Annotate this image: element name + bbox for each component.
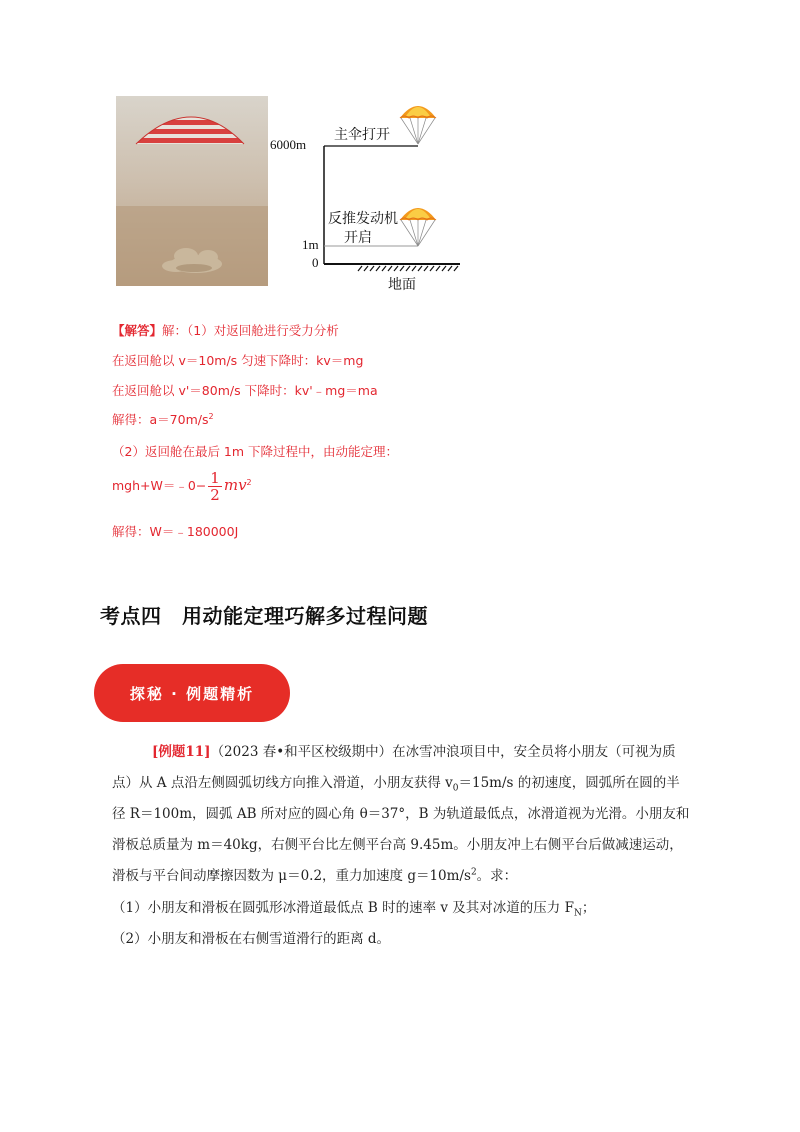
answer-line-7: 解得：W＝﹣180000J bbox=[112, 524, 239, 539]
label-retro-start: 开启 bbox=[344, 230, 372, 246]
descent-diagram bbox=[270, 96, 476, 296]
label-retro-engine: 反推发动机 bbox=[328, 211, 398, 227]
problem-line-1: [例题11]（2023 春•和平区校级期中）在冰雪冲浪项目中，安全员将小朋友（可视为质 bbox=[152, 744, 676, 760]
section-heading: 考点四 用动能定理巧解多过程问题 bbox=[100, 604, 428, 628]
fraction-one-half: $\frac{1}{2}$ bbox=[210, 469, 220, 504]
answer-line-2: 在返回舱以 v＝10m/s 匀速下降时：kv＝mg bbox=[112, 353, 364, 368]
answer-line-5: （2）返回舱在最后 1m 下降过程中，由动能定理： bbox=[112, 444, 399, 459]
question-1: （1）小朋友和滑板在圆弧形冰滑道最低点 B 时的速率 v 及其对冰道的压力 $F_N$； bbox=[112, 900, 596, 919]
example-analysis-banner: 探秘 · 例题精析 bbox=[94, 664, 290, 722]
answer-line-4: 解得：$a=70m/s^2$ bbox=[112, 411, 214, 427]
capsule-landing-photo bbox=[116, 96, 268, 286]
parachute-icon-lower bbox=[400, 208, 436, 246]
parachute-icon-upper bbox=[400, 106, 436, 144]
question-2: （2）小朋友和滑板在右侧雪道滑行的距离 d。 bbox=[112, 931, 391, 947]
label-main-chute-open: 主伞打开 bbox=[334, 127, 390, 143]
problem-line-5: 滑板与平台间动摩擦因数为 μ＝0.2，重力加速度 $g=10m/s^2$。求： bbox=[112, 867, 518, 884]
problem-line-4: 滑板总质量为 m＝40kg，右侧平台比左侧平台高 9.45m。小朋友冲上右侧平台后做减速运动， bbox=[112, 837, 683, 853]
problem-line-2: 点）从 A 点沿左侧圆弧切线方向推入滑道，小朋友获得 $v_0=15m/s$ 的初速度，圆弧所在圆的半 bbox=[112, 775, 680, 794]
answer-line-3: 在返回舱以 v'＝80m/s 下降时：kv'﹣mg＝ma bbox=[112, 383, 378, 398]
tick-6000m: 6000m bbox=[270, 137, 307, 152]
tick-0: 0 bbox=[312, 255, 319, 270]
label-ground: 地面 bbox=[388, 277, 416, 293]
example-tag: [例题11] bbox=[152, 744, 211, 760]
answer-line-6-equation: mgh+W＝﹣0− $\frac{1}{2}$ $mv^2$ bbox=[112, 469, 252, 504]
problem-line-3: 径 R＝100m，圆弧 AB 所对应的圆心角 θ＝37°，B 为轨道最低点，冰滑道视为光滑。小朋友和 bbox=[112, 806, 690, 822]
answer-tag: 【解答】 bbox=[112, 323, 163, 338]
tick-1m: 1m bbox=[302, 237, 319, 252]
answer-line-1: 【解答】解：（1）对返回舱进行受力分析 bbox=[112, 323, 339, 338]
